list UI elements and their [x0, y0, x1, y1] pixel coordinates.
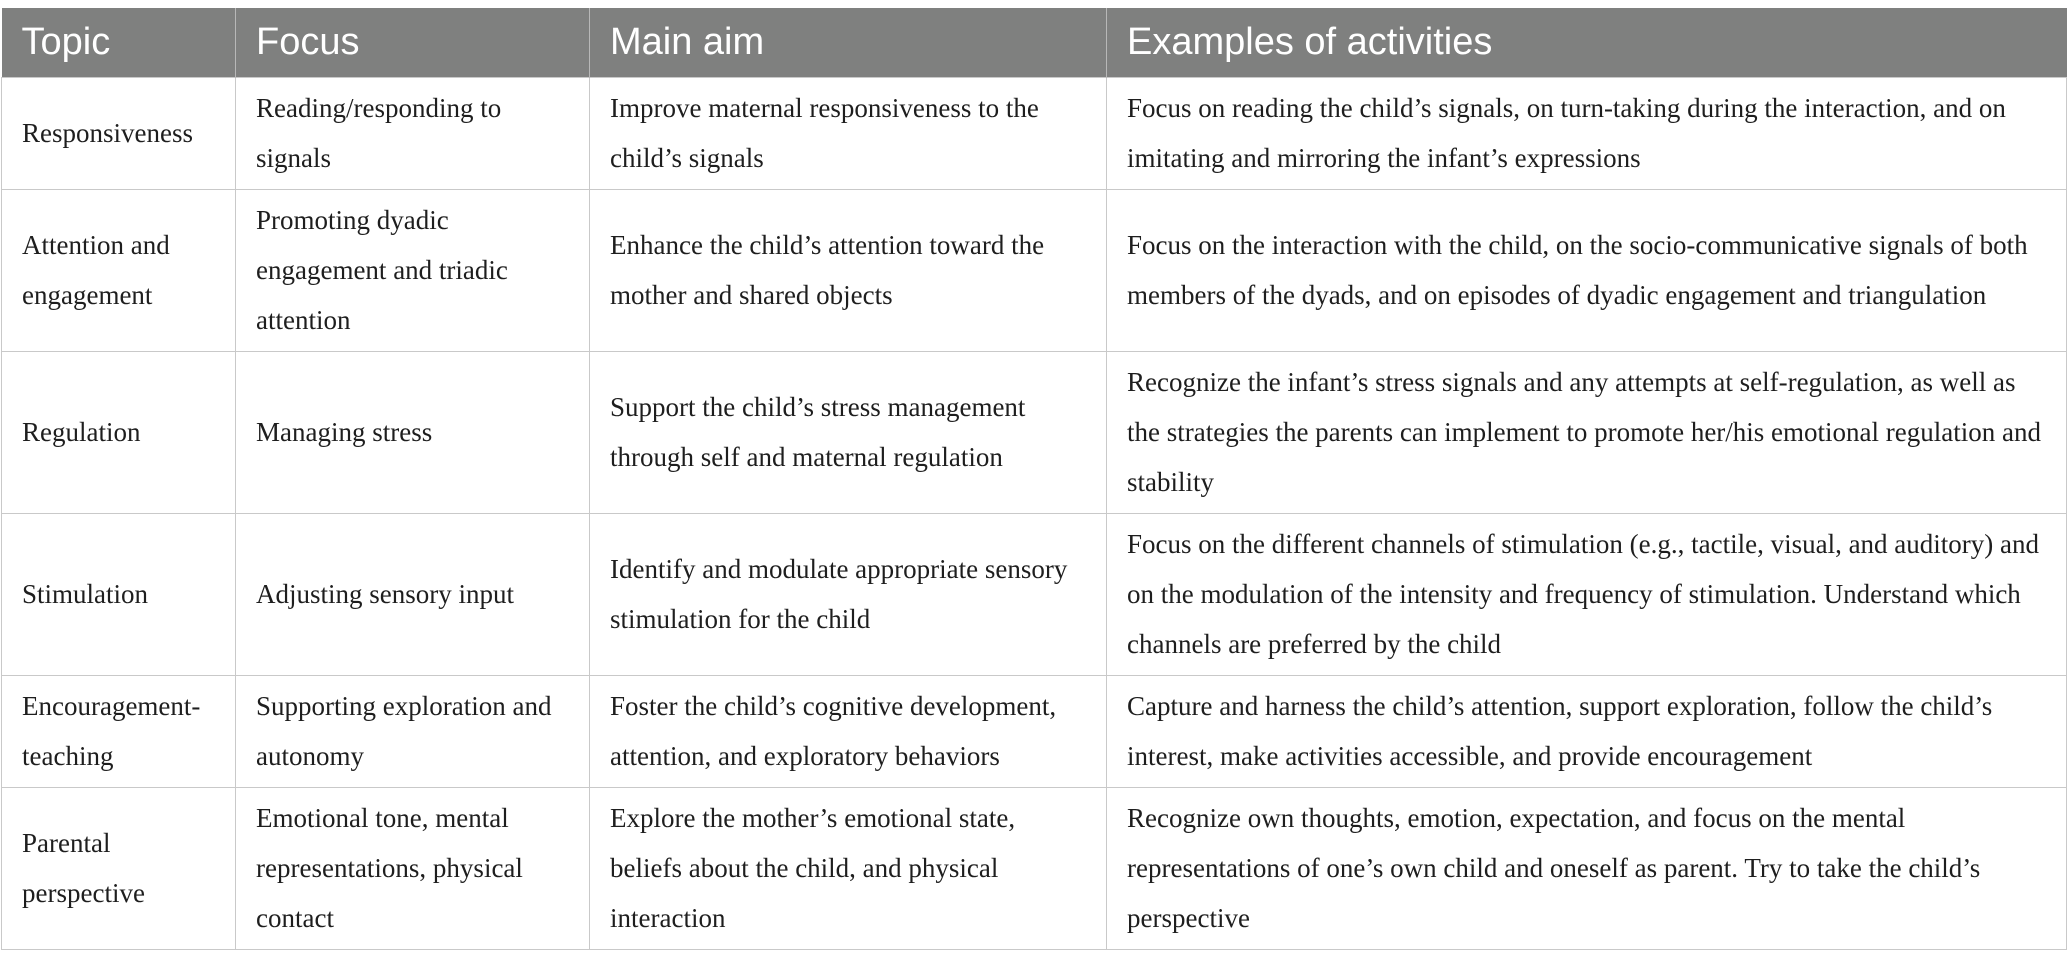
cell-examples: Recognize the infant’s stress signals and any attempts at self-regulation, as well as the strategies the parents can implement to promote her/his emotional regulation and stability	[1107, 351, 2067, 513]
cell-topic: Stimulation	[2, 513, 236, 675]
cell-focus: Emotional tone, mental representations, physical contact	[236, 787, 590, 949]
cell-aim: Foster the child’s cognitive development, attention, and exploratory behaviors	[590, 675, 1107, 787]
cell-focus: Supporting exploration and autonomy	[236, 675, 590, 787]
table-header-row	[2, 8, 2067, 77]
cell-focus: Reading/responding to signals	[236, 77, 590, 189]
table-row	[2, 77, 2067, 189]
cell-aim: Support the child’s stress management through self and maternal regulation	[590, 351, 1107, 513]
cell-topic: Responsiveness	[2, 77, 236, 189]
cell-examples: Focus on reading the child’s signals, on turn-taking during the interaction, and on imitating and mirroring the infant’s expressions	[1107, 77, 2067, 189]
cell-examples: Focus on the different channels of stimulation (e.g., tactile, visual, and auditory) and on the modulation of the intensity and frequency of stimulation. Understand which channels are preferred by the child	[1107, 513, 2067, 675]
activities-table	[1, 8, 2067, 950]
cell-topic: Attention and engagement	[2, 189, 236, 351]
table-row	[2, 513, 2067, 675]
header-topic: Topic	[2, 8, 236, 77]
cell-focus: Managing stress	[236, 351, 590, 513]
cell-aim: Improve maternal responsiveness to the child’s signals	[590, 77, 1107, 189]
cell-examples: Recognize own thoughts, emotion, expectation, and focus on the mental representations of one’s own child and oneself as parent. Try to take the child’s perspective	[1107, 787, 2067, 949]
cell-aim: Explore the mother’s emotional state, beliefs about the child, and physical interaction	[590, 787, 1107, 949]
header-main-aim: Main aim	[590, 8, 1107, 77]
header-examples: Examples of activities	[1107, 8, 2067, 77]
cell-focus: Adjusting sensory input	[236, 513, 590, 675]
header-focus: Focus	[236, 8, 590, 77]
table-row	[2, 787, 2067, 949]
cell-topic: Encouragement-teaching	[2, 675, 236, 787]
cell-aim: Enhance the child’s attention toward the mother and shared objects	[590, 189, 1107, 351]
table-row	[2, 189, 2067, 351]
cell-topic: Regulation	[2, 351, 236, 513]
cell-topic: Parental perspective	[2, 787, 236, 949]
table-row	[2, 351, 2067, 513]
cell-examples: Focus on the interaction with the child, on the socio-communicative signals of both members of the dyads, and on episodes of dyadic engagement and triangulation	[1107, 189, 2067, 351]
cell-focus: Promoting dyadic engagement and triadic attention	[236, 189, 590, 351]
table-row	[2, 675, 2067, 787]
cell-examples: Capture and harness the child’s attention, support exploration, follow the child’s interest, make activities accessible, and provide encouragement	[1107, 675, 2067, 787]
cell-aim: Identify and modulate appropriate sensory stimulation for the child	[590, 513, 1107, 675]
